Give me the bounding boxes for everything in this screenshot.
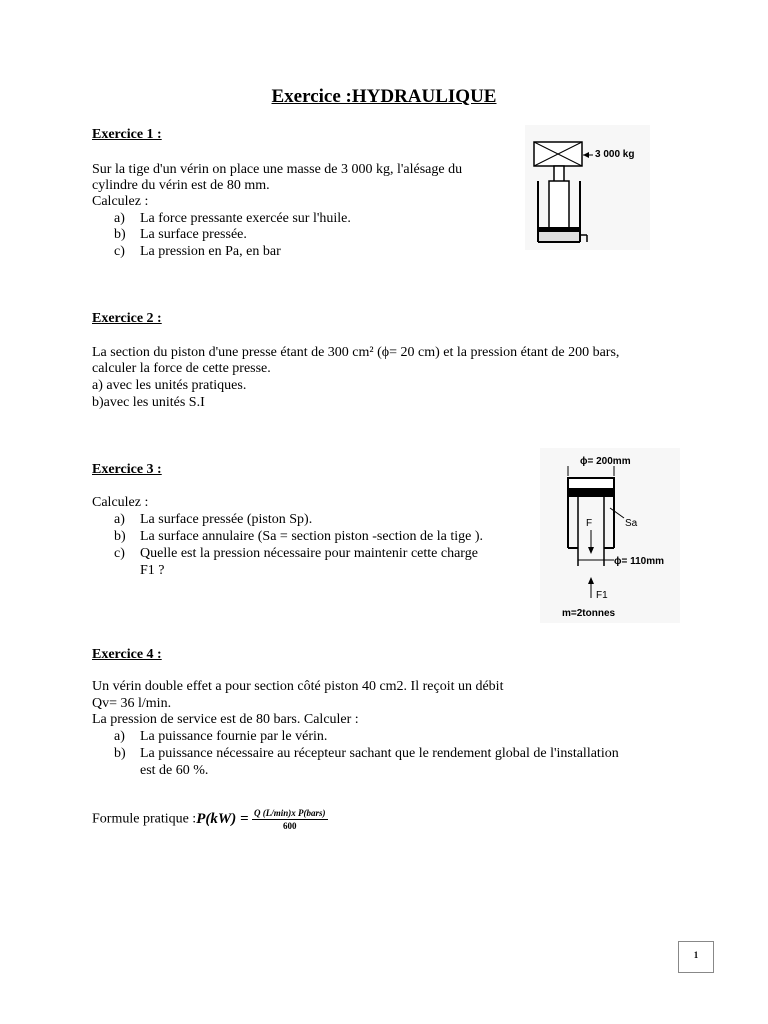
ex3-item-c-continuation: F1 ? — [140, 563, 165, 578]
ex2-line: calculer la force de cette presse. — [92, 361, 271, 376]
list-marker: b) — [114, 746, 126, 761]
list-text: La surface annulaire (Sa = section piston -section de la tige ). — [140, 529, 483, 544]
ex1-item-a — [114, 211, 351, 228]
ex3-item-a — [114, 512, 312, 529]
ex3-cylinder-figure — [540, 448, 680, 623]
formula-numerator: Q (L/min)x P(bars) — [254, 808, 326, 818]
ex3-line: Calculez : — [92, 495, 149, 510]
page-number: 1 — [678, 941, 714, 973]
page-title: Exercice :HYDRAULIQUE — [271, 86, 497, 107]
dia-rod-label: ϕ= 110mm — [614, 556, 665, 567]
dia-top-label: ϕ= 200mm — [580, 456, 631, 467]
ex4-item-b-continuation: est de 60 %. — [140, 763, 209, 778]
list-text: Quelle est la pression nécessaire pour maintenir cette charge — [140, 546, 478, 561]
list-text: La force pressante exercée sur l'huile. — [140, 211, 351, 226]
ex1-line: Sur la tige d'un vérin on place une masse de 3 000 kg, l'alésage du — [92, 162, 463, 177]
list-marker: b) — [114, 227, 126, 242]
list-marker: a) — [114, 512, 125, 527]
ex1-item-b — [114, 227, 247, 244]
formula-label: Formule pratique : — [92, 811, 197, 827]
ex4-heading: Exercice 4 : — [92, 647, 162, 662]
list-marker: c) — [114, 244, 125, 259]
figure-background — [540, 448, 680, 623]
f1-label: F1 — [596, 590, 608, 601]
mass-label: 3 000 kg — [595, 149, 635, 160]
ex4-item-b — [114, 746, 619, 763]
list-marker: b) — [114, 529, 126, 544]
oil — [539, 232, 579, 241]
list-text: La surface pressée. — [140, 227, 247, 242]
list-marker: c) — [114, 546, 125, 561]
ex2-heading: Exercice 2 : — [92, 311, 162, 326]
piston-head — [538, 227, 580, 232]
piston-rod — [549, 181, 569, 229]
mass-label: m=2tonnes — [562, 608, 616, 619]
ex2-line: b)avec les unités S.I — [92, 395, 205, 410]
list-text: La surface pressée (piston Sp). — [140, 512, 313, 527]
ex4-item-a — [114, 729, 327, 746]
sa-label: Sa — [625, 518, 638, 529]
list-text: La puissance nécessaire au récepteur sachant que le rendement global de l'installation — [140, 746, 619, 761]
force-label: F — [586, 518, 593, 529]
ex4-line: La pression de service est de 80 bars. Calculer : — [92, 712, 359, 727]
formula-lhs: P(kW) = — [196, 811, 249, 827]
formula-fraction — [252, 808, 328, 831]
formula — [92, 808, 328, 831]
list-text: La puissance fournie par le vérin. — [140, 729, 328, 744]
ex1-cylinder-figure — [525, 125, 650, 250]
list-text: La pression en Pa, en bar — [140, 244, 281, 259]
ex4-line: Un vérin double effet a pour section côté piston 40 cm2. Il reçoit un débit — [92, 679, 504, 694]
list-marker: a) — [114, 211, 125, 226]
formula-denominator: 600 — [283, 821, 297, 831]
ex1-line: Calculez : — [92, 194, 149, 209]
ex1-item-c — [114, 244, 281, 261]
ex2-line: La section du piston d'une presse étant de 300 cm² (ϕ= 20 cm) et la pression étant de 200 bars, — [92, 345, 620, 360]
ex2-line: a) avec les unités pratiques. — [92, 378, 247, 393]
list-marker: a) — [114, 729, 125, 744]
piston — [568, 488, 614, 496]
ex1-line: cylindre du vérin est de 80 mm. — [92, 178, 270, 193]
ex4-line: Qv= 36 l/min. — [92, 696, 172, 711]
ex3-heading: Exercice 3 : — [92, 462, 162, 477]
ex3-item-b — [114, 529, 483, 546]
ex1-heading: Exercice 1 : — [92, 127, 162, 142]
ex3-item-c — [114, 546, 478, 563]
